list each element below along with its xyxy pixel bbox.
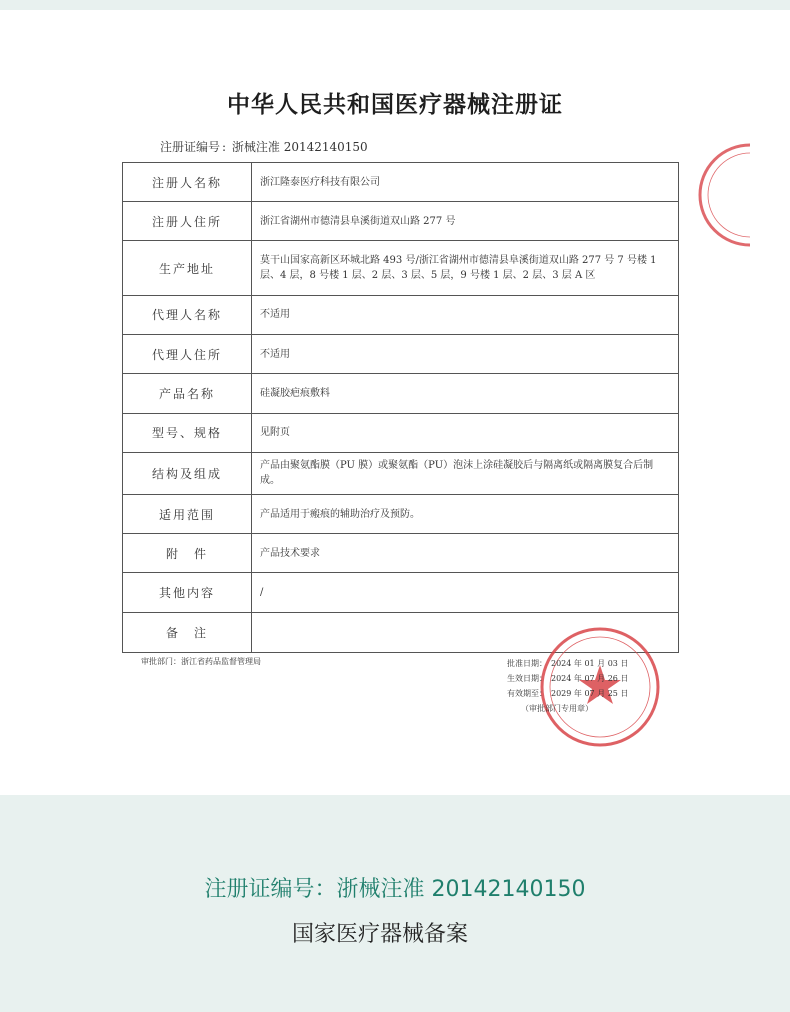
approval-date: 2024 年 01 月 03 日 [551, 659, 629, 668]
table-row [123, 335, 679, 374]
table-row [123, 241, 679, 295]
table-row [123, 413, 679, 452]
registration-number-value: 浙械注准 20142140150 [231, 140, 368, 154]
date-block [507, 656, 628, 716]
effective-date: 2024 年 07 月 26 日 [551, 674, 629, 683]
caption-registration-number: 注册证编号：浙械注准 20142140150 [204, 877, 586, 902]
red-seal-edge-icon [690, 140, 750, 250]
row-value: 见附页 [252, 413, 679, 452]
table-row [123, 534, 679, 573]
approval-date-row [507, 656, 628, 671]
table-row [123, 374, 679, 413]
row-value: 莫干山国家高新区环城北路 493 号/浙江省湖州市德清县阜溪街道双山路 277 号 7 号楼 1 层、4 层，8 号楼 1 层、2 层、3 层、5 层，9 号楼 1 层、2 层、3 层 A 区 [252, 241, 679, 295]
registration-number-line: 注册证编号 : 浙械注准 20142140150 [160, 140, 368, 154]
row-value: 硅凝胶疤痕敷料 [252, 374, 679, 413]
table-row [123, 295, 679, 334]
row-label: 结构及组成 [123, 452, 252, 494]
expiry-date-row [507, 686, 628, 701]
table-row [123, 573, 679, 612]
effective-date-row [507, 671, 628, 686]
top-strip [0, 0, 790, 10]
row-label: 生产地址 [123, 241, 252, 295]
table-row [123, 163, 679, 202]
row-label: 其他内容 [123, 573, 252, 612]
row-label: 附 件 [123, 534, 252, 573]
row-value: 产品适用于瘢痕的辅助治疗及预防。 [252, 494, 679, 533]
row-value: 不适用 [252, 335, 679, 374]
expiry-date: 2029 年 07 月 25 日 [551, 689, 629, 698]
table-row [123, 452, 679, 494]
row-value: 产品由聚氨酯膜（PU 膜）或聚氨酯（PU）泡沫上涂硅凝胶后与隔离纸或隔离膜复合后制成。 [252, 452, 679, 494]
row-label: 适用范围 [123, 494, 252, 533]
row-label: 备 注 [123, 612, 252, 652]
row-value: 浙江省湖州市德清县阜溪街道双山路 277 号 [252, 202, 679, 241]
approval-date-label: 批准日期： [507, 659, 547, 668]
row-value: 产品技术要求 [252, 534, 679, 573]
effective-date-label: 生效日期： [507, 674, 547, 683]
row-label: 型号、规格 [123, 413, 252, 452]
certificate-title: 中华人民共和国医疗器械注册证 [227, 91, 563, 118]
row-label: 注册人住所 [123, 202, 252, 241]
certificate-image [0, 10, 790, 795]
row-label: 代理人住所 [123, 335, 252, 374]
registration-number-label: 注册证编号 [160, 140, 221, 154]
row-value: 不适用 [252, 295, 679, 334]
caption-filing: 国家医疗器械备案 [291, 922, 468, 947]
row-label: 代理人名称 [123, 295, 252, 334]
row-value: 浙江隆泰医疗科技有限公司 [252, 163, 679, 202]
table-row [123, 494, 679, 533]
table-row [123, 202, 679, 241]
row-label: 产品名称 [123, 374, 252, 413]
row-label: 注册人名称 [123, 163, 252, 202]
row-value: / [252, 573, 679, 612]
seal-note: （审批部门专用章） [521, 704, 593, 713]
review-department: 审批部门：浙江省药品监督管理局 [141, 657, 261, 666]
registration-table [122, 162, 679, 653]
expiry-date-label: 有效期至： [507, 689, 547, 698]
